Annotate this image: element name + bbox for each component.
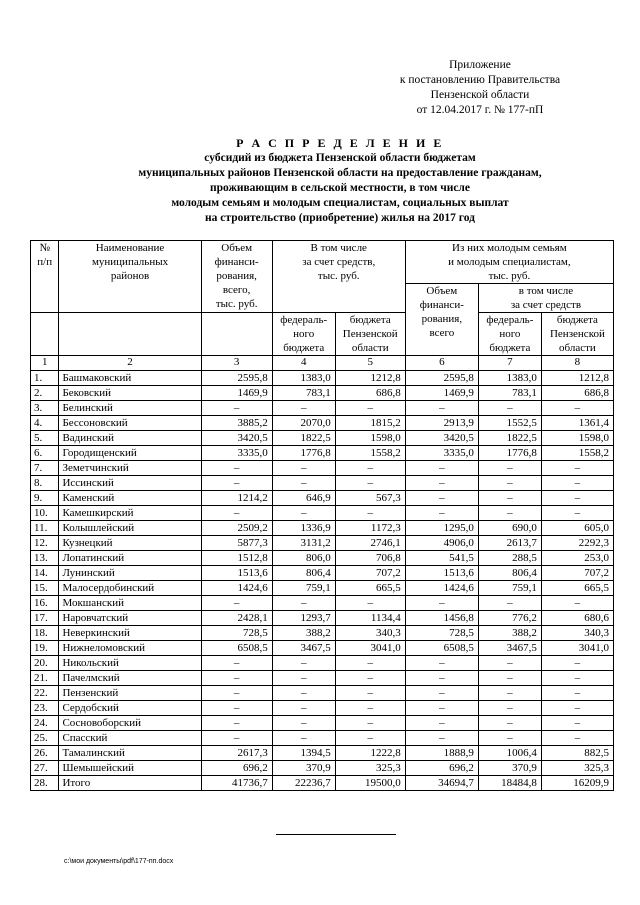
row-number: 1.: [31, 371, 59, 386]
amount-cell: 3420,5: [405, 431, 478, 446]
amount-cell: –: [478, 686, 541, 701]
district-name: Спасский: [59, 731, 201, 746]
amount-cell: 1469,9: [405, 386, 478, 401]
appendix-line: к постановлению Правительства: [399, 74, 561, 86]
amount-cell: 3467,5: [272, 641, 335, 656]
amount-cell: –: [478, 716, 541, 731]
amount-cell: 646,9: [272, 491, 335, 506]
title-line: субсидий из бюджета Пензенской области бюджетам: [204, 152, 476, 164]
amount-cell: 1214,2: [201, 491, 272, 506]
amount-cell: –: [335, 701, 405, 716]
amount-cell: 783,1: [272, 386, 335, 401]
amount-cell: 690,0: [478, 521, 541, 536]
amount-cell: 340,3: [335, 626, 405, 641]
amount-cell: 728,5: [405, 626, 478, 641]
table-row: [31, 701, 614, 716]
header-number: № п/п: [31, 241, 59, 313]
amount-cell: 1456,8: [405, 611, 478, 626]
amount-cell: 3467,5: [478, 641, 541, 656]
amount-cell: 19500,0: [335, 776, 405, 791]
amount-cell: 3335,0: [201, 446, 272, 461]
amount-cell: 1513,6: [405, 566, 478, 581]
amount-cell: –: [335, 731, 405, 746]
amount-cell: 1212,8: [541, 371, 613, 386]
table-row: [31, 611, 614, 626]
table-row: [31, 671, 614, 686]
amount-cell: –: [478, 476, 541, 491]
district-name: Кузнецкий: [59, 536, 201, 551]
amount-cell: –: [541, 461, 613, 476]
district-name: Сердобский: [59, 701, 201, 716]
amount-cell: 806,4: [478, 566, 541, 581]
header-young-regional: бюджета Пензенской области: [541, 313, 613, 356]
amount-cell: –: [405, 506, 478, 521]
table-row: [31, 686, 614, 701]
row-number: 26.: [31, 746, 59, 761]
title-line: муниципальных районов Пензенской области на предоставление гражданам,: [138, 167, 542, 179]
table-row: [31, 476, 614, 491]
amount-cell: –: [272, 476, 335, 491]
appendix-block: [380, 58, 580, 118]
amount-cell: –: [201, 671, 272, 686]
amount-cell: –: [405, 461, 478, 476]
appendix-line: от 12.04.2017 г. № 177-пП: [416, 104, 544, 116]
amount-cell: –: [478, 656, 541, 671]
table-row: [31, 581, 614, 596]
row-number: 19.: [31, 641, 59, 656]
row-number: 7.: [31, 461, 59, 476]
table-row: [31, 656, 614, 671]
header-including-sources: В том числе за счет средств, тыс. руб.: [272, 241, 405, 313]
amount-cell: 1212,8: [335, 371, 405, 386]
amount-cell: 1293,7: [272, 611, 335, 626]
title-line: на строительство (приобретение) жилья на 2017 год: [205, 212, 475, 224]
amount-cell: 1383,0: [478, 371, 541, 386]
table-row: [31, 386, 614, 401]
header-young-volume: Объем финанси- рования, всего: [405, 284, 478, 356]
row-number: 18.: [31, 626, 59, 641]
amount-cell: 806,4: [272, 566, 335, 581]
row-number: 12.: [31, 536, 59, 551]
amount-cell: –: [405, 716, 478, 731]
amount-cell: –: [335, 671, 405, 686]
amount-cell: –: [541, 401, 613, 416]
district-name: Пачелмский: [59, 671, 201, 686]
column-number: 1: [31, 356, 59, 371]
amount-cell: –: [405, 701, 478, 716]
amount-cell: –: [335, 656, 405, 671]
row-number: 21.: [31, 671, 59, 686]
table-row: [31, 491, 614, 506]
header-volume-cont: [201, 313, 272, 356]
header-row: [31, 241, 614, 284]
amount-cell: 1361,4: [541, 416, 613, 431]
amount-cell: 706,8: [335, 551, 405, 566]
amount-cell: 2509,2: [201, 521, 272, 536]
district-name: Нижнеломовский: [59, 641, 201, 656]
amount-cell: 3335,0: [405, 446, 478, 461]
amount-cell: –: [335, 716, 405, 731]
row-number: 14.: [31, 566, 59, 581]
column-number: 7: [478, 356, 541, 371]
table-row: [31, 641, 614, 656]
separator-line: [276, 834, 396, 835]
amount-cell: 686,8: [335, 386, 405, 401]
row-number: 4.: [31, 416, 59, 431]
title-line: проживающим в сельской местности, в том числе: [210, 182, 470, 194]
amount-cell: 1172,3: [335, 521, 405, 536]
subsidy-table: [30, 240, 614, 791]
amount-cell: 1336,9: [272, 521, 335, 536]
amount-cell: 1134,4: [335, 611, 405, 626]
amount-cell: –: [201, 716, 272, 731]
amount-cell: –: [478, 671, 541, 686]
amount-cell: –: [201, 731, 272, 746]
amount-cell: 1295,0: [405, 521, 478, 536]
amount-cell: 288,5: [478, 551, 541, 566]
amount-cell: –: [201, 401, 272, 416]
district-name: Сосновоборский: [59, 716, 201, 731]
column-number: 3: [201, 356, 272, 371]
amount-cell: 253,0: [541, 551, 613, 566]
amount-cell: –: [335, 686, 405, 701]
district-name: Городищенский: [59, 446, 201, 461]
row-number: 20.: [31, 656, 59, 671]
district-name: Тамалинский: [59, 746, 201, 761]
amount-cell: –: [405, 686, 478, 701]
amount-cell: 4906,0: [405, 536, 478, 551]
amount-cell: –: [478, 491, 541, 506]
amount-cell: 1598,0: [541, 431, 613, 446]
amount-cell: 34694,7: [405, 776, 478, 791]
amount-cell: 680,6: [541, 611, 613, 626]
district-name: Белинский: [59, 401, 201, 416]
amount-cell: 665,5: [541, 581, 613, 596]
appendix-line: Приложение: [449, 59, 511, 71]
district-name: Колышлейский: [59, 521, 201, 536]
header-young-federal: федераль- ного бюджета: [478, 313, 541, 356]
amount-cell: 882,5: [541, 746, 613, 761]
file-path-footer: c:\мои документы\pdf\177-пп.docx: [64, 858, 174, 865]
amount-cell: –: [405, 671, 478, 686]
district-name: Пензенский: [59, 686, 201, 701]
amount-cell: 2595,8: [201, 371, 272, 386]
district-name: Шемышейский: [59, 761, 201, 776]
table-row: [31, 626, 614, 641]
amount-cell: 2070,0: [272, 416, 335, 431]
amount-cell: 1888,9: [405, 746, 478, 761]
amount-cell: 707,2: [335, 566, 405, 581]
district-name: Бековский: [59, 386, 201, 401]
amount-cell: –: [541, 731, 613, 746]
row-number: 16.: [31, 596, 59, 611]
table-row: [31, 566, 614, 581]
amount-cell: 3041,0: [541, 641, 613, 656]
row-number: 5.: [31, 431, 59, 446]
amount-cell: –: [405, 731, 478, 746]
amount-cell: 1776,8: [272, 446, 335, 461]
amount-cell: –: [405, 491, 478, 506]
amount-cell: 2617,3: [201, 746, 272, 761]
amount-cell: –: [335, 461, 405, 476]
title-line: молодым семьям и молодым специалистам, социальных выплат: [171, 197, 509, 209]
table-row: [31, 371, 614, 386]
header-row: [31, 313, 614, 356]
amount-cell: 1006,4: [478, 746, 541, 761]
amount-cell: –: [335, 506, 405, 521]
amount-cell: 388,2: [478, 626, 541, 641]
amount-cell: 1512,8: [201, 551, 272, 566]
amount-cell: 370,9: [272, 761, 335, 776]
amount-cell: 783,1: [478, 386, 541, 401]
amount-cell: –: [478, 506, 541, 521]
amount-cell: –: [272, 401, 335, 416]
row-number: 15.: [31, 581, 59, 596]
amount-cell: 325,3: [541, 761, 613, 776]
amount-cell: –: [201, 656, 272, 671]
amount-cell: –: [478, 461, 541, 476]
row-number: 22.: [31, 686, 59, 701]
amount-cell: 1222,8: [335, 746, 405, 761]
amount-cell: 1776,8: [478, 446, 541, 461]
amount-cell: –: [272, 656, 335, 671]
amount-cell: 776,2: [478, 611, 541, 626]
amount-cell: –: [405, 401, 478, 416]
row-number: 24.: [31, 716, 59, 731]
header-regional-budget: бюджета Пензенской области: [335, 313, 405, 356]
amount-cell: –: [201, 461, 272, 476]
amount-cell: 1822,5: [272, 431, 335, 446]
amount-cell: –: [272, 671, 335, 686]
amount-cell: 1598,0: [335, 431, 405, 446]
amount-cell: –: [541, 656, 613, 671]
amount-cell: 3131,2: [272, 536, 335, 551]
amount-cell: 3420,5: [201, 431, 272, 446]
amount-cell: –: [272, 596, 335, 611]
amount-cell: –: [478, 596, 541, 611]
table-row: [31, 401, 614, 416]
amount-cell: 759,1: [478, 581, 541, 596]
amount-cell: 1424,6: [201, 581, 272, 596]
column-number: 8: [541, 356, 613, 371]
amount-cell: –: [541, 476, 613, 491]
header-young-families: Из них молодым семьям и молодым специалистам, тыс. руб.: [405, 241, 613, 284]
amount-cell: –: [201, 701, 272, 716]
row-number: 27.: [31, 761, 59, 776]
row-number: 28.: [31, 776, 59, 791]
amount-cell: –: [541, 491, 613, 506]
district-name: Земетчинский: [59, 461, 201, 476]
amount-cell: 3041,0: [335, 641, 405, 656]
header-district-name: Наименование муниципальных районов: [59, 241, 201, 313]
amount-cell: 1815,2: [335, 416, 405, 431]
amount-cell: –: [272, 686, 335, 701]
amount-cell: 1558,2: [541, 446, 613, 461]
district-name: Камешкирский: [59, 506, 201, 521]
amount-cell: 567,3: [335, 491, 405, 506]
row-number: 8.: [31, 476, 59, 491]
amount-cell: 686,8: [541, 386, 613, 401]
row-number: 23.: [31, 701, 59, 716]
district-name: Вадинский: [59, 431, 201, 446]
district-name: Бессоновский: [59, 416, 201, 431]
table-row: [31, 536, 614, 551]
header-federal-budget: федераль- ного бюджета: [272, 313, 335, 356]
amount-cell: 541,5: [405, 551, 478, 566]
document-title: [60, 136, 620, 226]
amount-cell: 2746,1: [335, 536, 405, 551]
header-number-cont: [31, 313, 59, 356]
amount-cell: 605,0: [541, 521, 613, 536]
district-name: Лопатинский: [59, 551, 201, 566]
column-number: 2: [59, 356, 201, 371]
amount-cell: –: [272, 716, 335, 731]
amount-cell: –: [405, 596, 478, 611]
district-name: Мокшанский: [59, 596, 201, 611]
table-row: [31, 521, 614, 536]
amount-cell: 325,3: [335, 761, 405, 776]
amount-cell: 41736,7: [201, 776, 272, 791]
amount-cell: 1394,5: [272, 746, 335, 761]
row-number: 25.: [31, 731, 59, 746]
amount-cell: 6508,5: [201, 641, 272, 656]
amount-cell: –: [201, 596, 272, 611]
amount-cell: –: [335, 596, 405, 611]
amount-cell: 806,0: [272, 551, 335, 566]
row-number: 17.: [31, 611, 59, 626]
district-name: Итого: [59, 776, 201, 791]
amount-cell: –: [272, 506, 335, 521]
amount-cell: –: [201, 686, 272, 701]
row-number: 2.: [31, 386, 59, 401]
amount-cell: –: [541, 686, 613, 701]
amount-cell: 707,2: [541, 566, 613, 581]
amount-cell: 665,5: [335, 581, 405, 596]
amount-cell: 728,5: [201, 626, 272, 641]
amount-cell: –: [405, 476, 478, 491]
table-row: [31, 446, 614, 461]
amount-cell: 18484,8: [478, 776, 541, 791]
amount-cell: 2613,7: [478, 536, 541, 551]
column-number: 6: [405, 356, 478, 371]
table-row: [31, 761, 614, 776]
amount-cell: –: [201, 506, 272, 521]
amount-cell: 1383,0: [272, 371, 335, 386]
amount-cell: 3885,2: [201, 416, 272, 431]
amount-cell: 1469,9: [201, 386, 272, 401]
row-number: 10.: [31, 506, 59, 521]
amount-cell: –: [478, 401, 541, 416]
header-total-volume: Объем финанси- рования, всего, тыс. руб.: [201, 241, 272, 313]
amount-cell: 6508,5: [405, 641, 478, 656]
amount-cell: –: [541, 701, 613, 716]
row-number: 9.: [31, 491, 59, 506]
district-name: Каменский: [59, 491, 201, 506]
amount-cell: –: [541, 671, 613, 686]
amount-cell: –: [541, 716, 613, 731]
table-row: [31, 731, 614, 746]
amount-cell: 2428,1: [201, 611, 272, 626]
amount-cell: 2913,9: [405, 416, 478, 431]
header-name-cont: [59, 313, 201, 356]
district-name: Малосердобинский: [59, 581, 201, 596]
amount-cell: –: [478, 731, 541, 746]
amount-cell: –: [201, 476, 272, 491]
amount-cell: 696,2: [405, 761, 478, 776]
amount-cell: 370,9: [478, 761, 541, 776]
amount-cell: 759,1: [272, 581, 335, 596]
amount-cell: –: [272, 731, 335, 746]
amount-cell: –: [272, 701, 335, 716]
table-body: [31, 371, 614, 791]
amount-cell: –: [335, 401, 405, 416]
amount-cell: 340,3: [541, 626, 613, 641]
amount-cell: 1424,6: [405, 581, 478, 596]
table-row: [31, 551, 614, 566]
amount-cell: 2292,3: [541, 536, 613, 551]
amount-cell: –: [478, 701, 541, 716]
amount-cell: –: [541, 596, 613, 611]
amount-cell: 696,2: [201, 761, 272, 776]
amount-cell: 2595,8: [405, 371, 478, 386]
amount-cell: –: [541, 506, 613, 521]
amount-cell: 16209,9: [541, 776, 613, 791]
amount-cell: –: [405, 656, 478, 671]
district-name: Башмаковский: [59, 371, 201, 386]
amount-cell: 5877,3: [201, 536, 272, 551]
table-row: [31, 746, 614, 761]
column-number: 4: [272, 356, 335, 371]
table-row: [31, 461, 614, 476]
row-number: 3.: [31, 401, 59, 416]
amount-cell: 1558,2: [335, 446, 405, 461]
amount-cell: –: [272, 461, 335, 476]
amount-cell: 22236,7: [272, 776, 335, 791]
amount-cell: 1552,5: [478, 416, 541, 431]
row-number: 6.: [31, 446, 59, 461]
amount-cell: 1822,5: [478, 431, 541, 446]
table-row: [31, 431, 614, 446]
district-name: Иссинский: [59, 476, 201, 491]
district-name: Неверкинский: [59, 626, 201, 641]
amount-cell: –: [335, 476, 405, 491]
district-name: Лунинский: [59, 566, 201, 581]
table-row: [31, 416, 614, 431]
column-number-row: [31, 356, 614, 371]
table-row: [31, 776, 614, 791]
table-row: [31, 506, 614, 521]
row-number: 13.: [31, 551, 59, 566]
column-number: 5: [335, 356, 405, 371]
district-name: Никольский: [59, 656, 201, 671]
row-number: 11.: [31, 521, 59, 536]
table-row: [31, 596, 614, 611]
table-row: [31, 716, 614, 731]
amount-cell: 388,2: [272, 626, 335, 641]
appendix-line: Пензенской области: [430, 89, 530, 101]
title-heading: Р А С П Р Е Д Е Л Е Н И Е: [236, 136, 444, 150]
district-name: Наровчатский: [59, 611, 201, 626]
amount-cell: 1513,6: [201, 566, 272, 581]
header-young-including: в том числе за счет средств: [478, 284, 613, 313]
